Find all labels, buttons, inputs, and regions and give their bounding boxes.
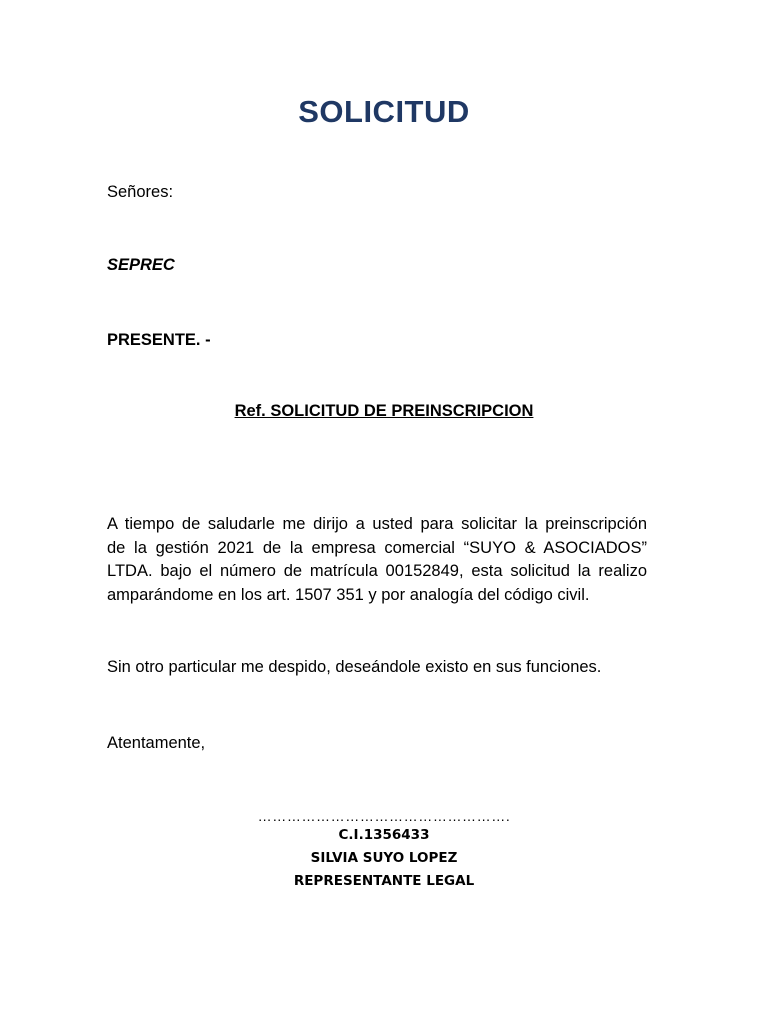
signature-line: ……………………………………………. — [257, 808, 511, 824]
signature-role: REPRESENTANTE LEGAL — [293, 873, 475, 889]
body-line: amparándome en los art. 1507 351 y por analogía del código civil. — [107, 585, 590, 604]
signature-ci: C.I.1356433 — [338, 827, 430, 843]
body-line: A tiempo de saludarle me dirijo a usted para solicitar la preinscripción — [107, 515, 647, 533]
signature-name: SILVIA SUYO LOPEZ — [310, 850, 458, 866]
reference-line: Ref. SOLICITUD DE PREINSCRIPCION — [234, 402, 534, 420]
addressee: SEPREC — [107, 256, 175, 274]
body-paragraph — [107, 513, 647, 607]
presente-line: PRESENTE. - — [107, 331, 211, 349]
body-line: LTDA. bajo el número de matrícula 00152849, esta solicitud la realizo — [107, 562, 647, 580]
body-line: de la gestión 2021 de la empresa comercial “SUYO & ASOCIADOS” — [107, 538, 647, 557]
closing-line: Atentamente, — [107, 734, 206, 752]
salutation: Señores: — [107, 183, 174, 201]
farewell-line: Sin otro particular me despido, deseándole existo en sus funciones. — [107, 658, 602, 676]
document-title: SOLICITUD — [298, 94, 470, 129]
